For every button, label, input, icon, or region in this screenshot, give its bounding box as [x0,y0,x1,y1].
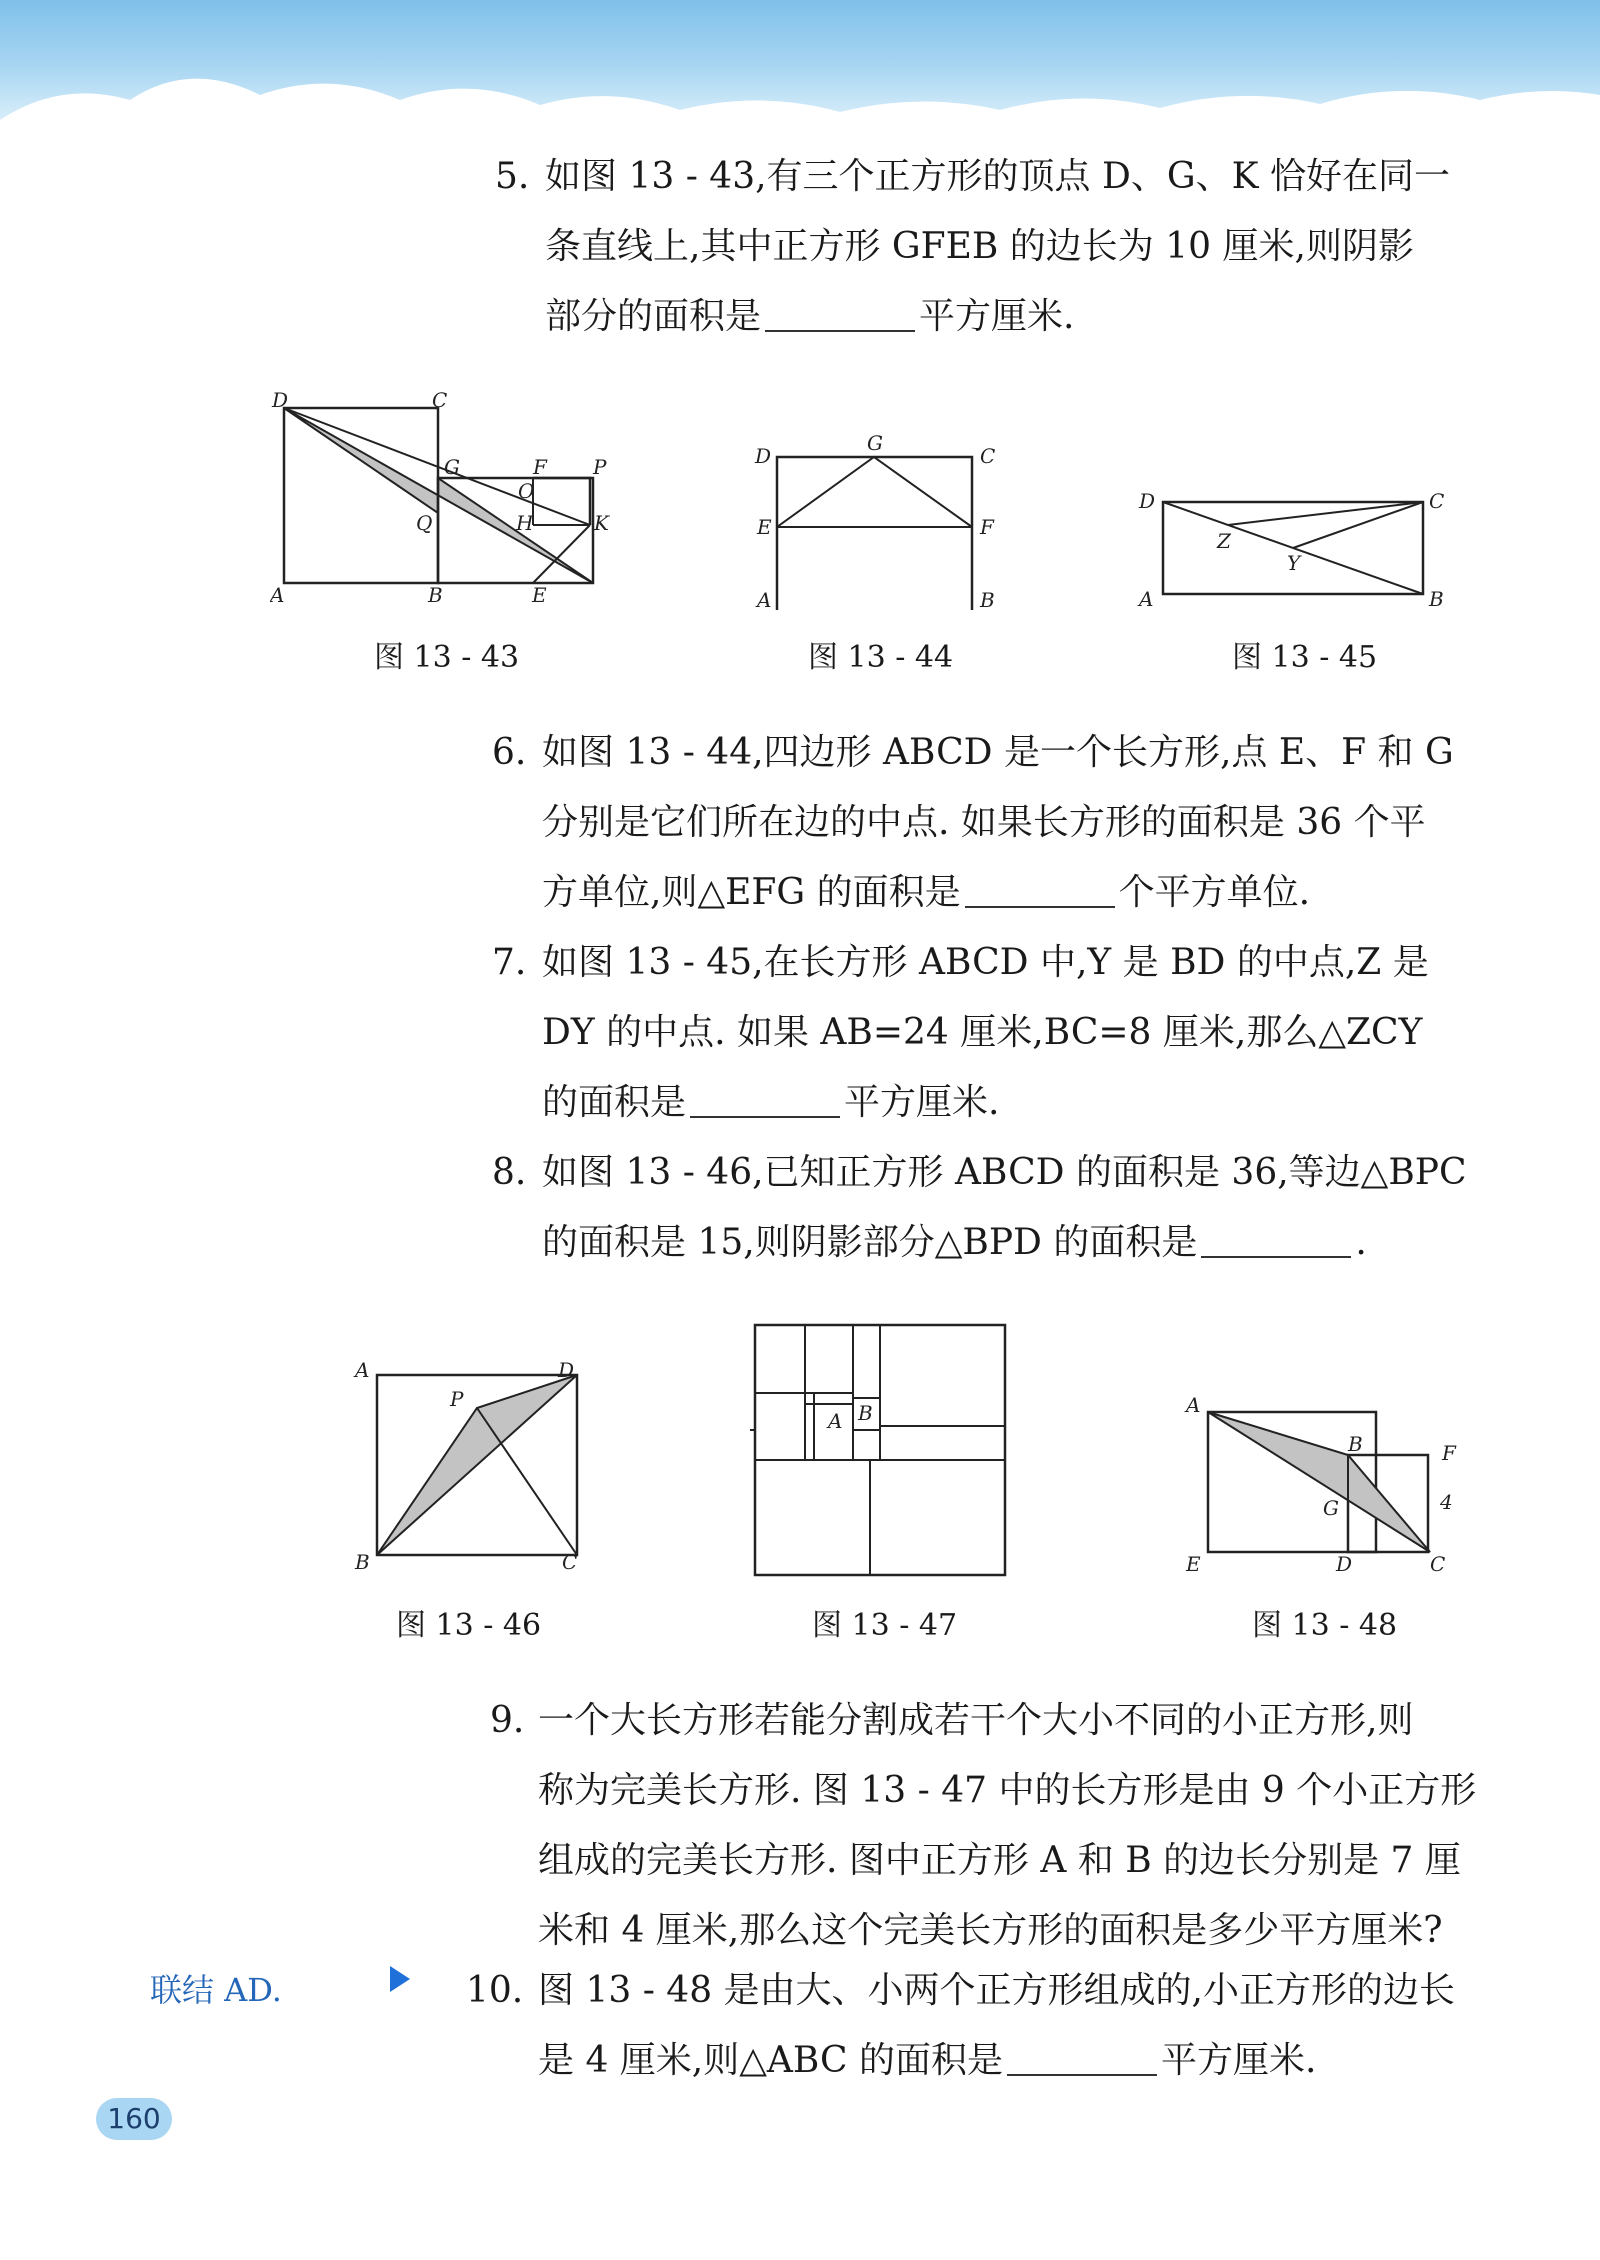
problem-number: 7. [492,942,527,983]
problem-9 [490,1686,1520,1966]
problem-text-line: 如图 13 - 43,有三个正方形的顶点 D、G、K 恰好在同一 [545,156,1450,197]
label-G: G [444,455,460,479]
answer-blank[interactable] [690,1086,840,1118]
cloud-decoration [0,0,1600,160]
problem-text-line: 一个大长方形若能分割成若干个大小不同的小正方形,则 [538,1700,1414,1741]
figure-caption: 图 13 - 43 [374,640,520,675]
figure-13-45 [1135,480,1455,610]
label-E: E [1186,1552,1201,1575]
label-4: 4 [1440,1490,1453,1514]
problem-text-line: 平方厘米. [919,296,1075,337]
problem-text-line: 的面积是 15,则阴影部分△BPD 的面积是 [542,1222,1198,1263]
label-A: A [1186,1393,1201,1417]
problem-number: 10. [466,1970,524,2011]
page-number: 160 [96,2098,172,2140]
problem-number: 8. [492,1152,527,1193]
problem-text-line: 如图 13 - 46,已知正方形 ABCD 的面积是 36,等边△BPC [542,1152,1467,1193]
problem-text-line: 是 4 厘米,则△ABC 的面积是 [538,2040,1004,2081]
problem-text-line: 的面积是 [542,1082,687,1123]
label-C: C [562,1550,578,1574]
label-A: A [270,583,285,607]
problem-text-line: 个平方单位. [1118,872,1311,913]
problem-text-line: 分别是它们所在边的中点. 如果长方形的面积是 36 个平 [542,802,1426,843]
problem-6 [492,718,1522,928]
label-B: B [980,588,995,610]
label-C: C [980,444,996,468]
label-G: G [867,431,883,455]
label-A: A [355,1358,370,1382]
label-P: P [593,455,607,479]
problem-7 [492,928,1522,1138]
problem-text-line: 平方厘米. [844,1082,1000,1123]
problem-text-line: 条直线上,其中正方形 GFEB 的边长为 10 厘米,则阴影 [545,226,1414,267]
figure-caption: 图 13 - 44 [808,640,954,675]
label-B: B [1348,1432,1363,1456]
side-hint: 联结 AD. [150,1971,282,2009]
figure-13-47 [750,1320,1010,1580]
problem-text-line: 图 13 - 48 是由大、小两个正方形组成的,小正方形的边长 [538,1970,1455,2011]
problem-5 [495,142,1515,352]
label-C: C [1429,489,1445,513]
figure-13-43 [270,390,610,610]
answer-blank[interactable] [1007,2044,1157,2076]
label-A: A [757,588,772,610]
label-K: K [594,511,609,535]
label-D: D [1139,489,1156,513]
label-A: A [1139,587,1154,610]
problem-text-line: 米和 4 厘米,那么这个完美长方形的面积是多少平方厘米? [538,1910,1443,1951]
problem-text-line: 部分的面积是 [545,296,762,337]
label-Y: Y [1287,551,1301,575]
label-B: B [428,583,443,607]
label-D: D [272,390,289,412]
problem-10 [466,1956,1526,2096]
problem-text-line: 称为完美长方形. 图 13 - 47 中的长方形是由 9 个小正方形 [538,1770,1477,1811]
label-Z: Z [1217,529,1231,553]
figure-caption: 图 13 - 45 [1232,640,1378,675]
label-F: F [533,455,547,479]
label-G: G [1323,1496,1339,1520]
problem-number: 9. [490,1700,525,1741]
label-B: B [355,1550,370,1574]
label-A: A [828,1409,843,1433]
answer-blank[interactable] [765,300,915,332]
problem-text-line: 平方厘米. [1161,2040,1317,2081]
label-B: B [858,1401,873,1425]
label-H: H [516,511,534,535]
problem-text-line: 方单位,则△EFG 的面积是 [542,872,961,913]
label-F: F [980,515,994,539]
label-B: B [1429,587,1444,610]
figure-13-48 [1180,1385,1460,1575]
problem-number: 6. [492,732,527,773]
play-arrow-icon [390,1966,410,1992]
problem-number: 5. [495,156,530,197]
label-D: D [755,444,772,468]
label-C: C [1430,1552,1446,1575]
figure-caption: 图 13 - 47 [812,1608,958,1643]
label-Q: Q [416,511,433,535]
label-D: D [1336,1552,1353,1575]
label-E: E [532,583,547,607]
label-F: F [1442,1441,1456,1465]
answer-blank[interactable] [965,876,1115,908]
label-P: P [450,1387,464,1411]
figure-13-44 [750,430,1010,610]
figure-caption: 图 13 - 48 [1252,1608,1398,1643]
problem-text-line: . [1355,1222,1367,1263]
problem-text-line: 组成的完美长方形. 图中正方形 A 和 B 的边长分别是 7 厘 [538,1840,1461,1881]
figure-caption: 图 13 - 46 [396,1608,542,1643]
answer-blank[interactable] [1201,1226,1351,1258]
label-C: C [432,390,448,412]
label-O: O [518,479,535,503]
label-E: E [757,515,772,539]
problem-text-line: DY 的中点. 如果 AB=24 厘米,BC=8 厘米,那么△ZCY [542,1012,1423,1053]
figure-13-46 [350,1355,590,1575]
label-D: D [558,1358,575,1382]
problem-text-line: 如图 13 - 44,四边形 ABCD 是一个长方形,点 E、F 和 G [542,732,1454,773]
problem-text-line: 如图 13 - 45,在长方形 ABCD 中,Y 是 BD 的中点,Z 是 [542,942,1429,983]
problem-8 [492,1138,1522,1278]
